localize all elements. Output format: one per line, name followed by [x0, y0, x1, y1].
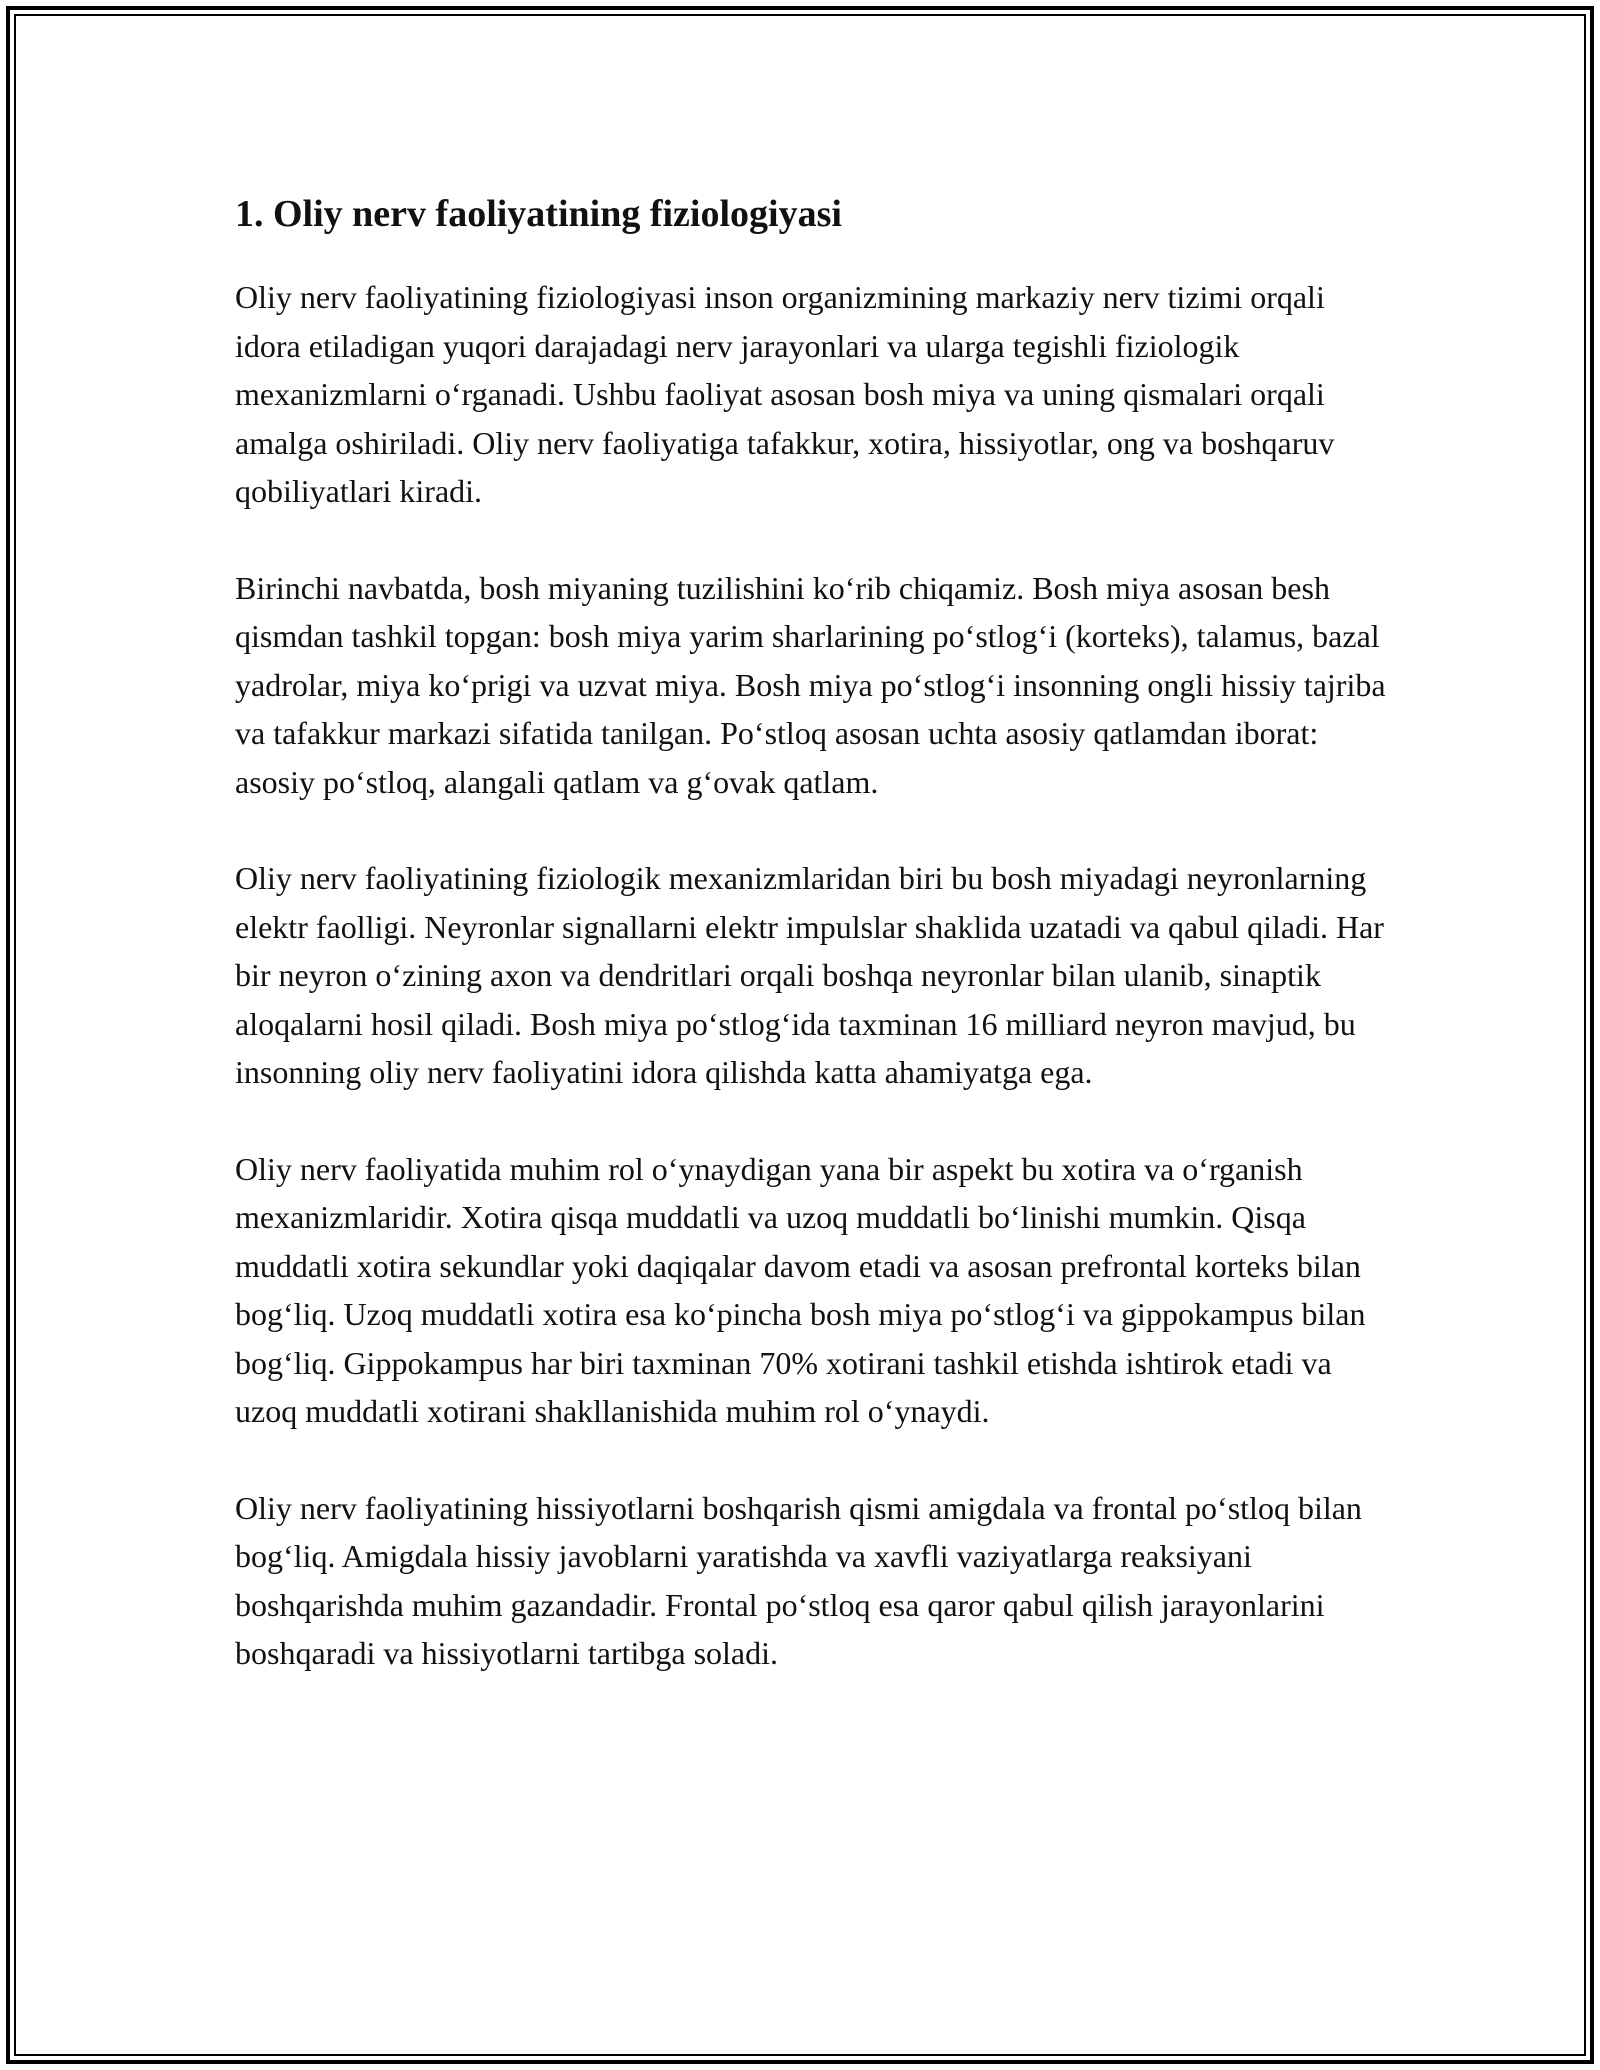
paragraph-neuron-activity: Oliy nerv faoliyatining fiziologik mexanizmlaridan biri bu bosh miyadagi neyronlarning elektr faolligi. Neyronlar signallarni elektr impulslar shaklida uzatadi va qabul qiladi. Har bir neyron o‘zining axon va dendritlari orqali boshqa neyronlar bilan ulanib, sinaptik aloqalarni hosil qiladi. Bosh miya po‘stlog‘ida taxminan 16 milliard neyron mavjud, bu insonning oliy nerv faoliyatini idora qilishda katta ahamiyatga ega. [235, 860, 1384, 1090]
document-body [235, 185, 1395, 1726]
paragraph-brain-structure: Birinchi navbatda, bosh miyaning tuzilishini ko‘rib chiqamiz. Bosh miya asosan besh qismdan tashkil topgan: bosh miya yarim sharlarining po‘stlog‘i (korteks), talamus, bazal yadrolar, miya ko‘prigi va uzvat miya. Bosh miya po‘stlog‘i insonning ongli hissiy tajriba va tafakkur markazi sifatida tanilgan. Po‘stloq asosan uchta asosiy qatlamdan iborat: asosiy po‘stloq, alangali qatlam va g‘ovak qatlam. [235, 569, 1386, 800]
paragraph-intro: Oliy nerv faoliyatining fiziologiyasi inson organizmining markaziy nerv tizimi orqali idora etiladigan yuqori darajadagi nerv jarayonlari va ularga tegishli fiziologik mexanizmlarni o‘rganadi. Ushbu faoliyat asosan bosh miya va uning qismalari orqali amalga oshiriladi. Oliy nerv faoliyatiga tafakkur, xotira, hissiyotlar, ong va boshqaruv qobiliyatlari kiradi. [235, 279, 1335, 509]
paragraph-memory: Oliy nerv faoliyatida muhim rol o‘ynaydigan yana bir aspekt bu xotira va o‘rganish mexanizmlaridir. Xotira qisqa muddatli va uzoq muddatli bo‘linishi mumkin. Qisqa muddatli xotira sekundlar yoki daqiqalar davom etadi va asosan prefrontal korteks bilan bog‘liq. Uzoq muddatli xotira esa ko‘pincha bosh miya po‘stlog‘i va gippokampus bilan bog‘liq. Gippokampus har biri taxminan 70% xotirani tashkil etishda ishtirok etadi va uzoq muddatli xotirani shakllanishida muhim rol o‘ynaydi. [235, 1150, 1366, 1429]
section-heading: 1. Oliy nerv faoliyatining fiziologiyasi [235, 193, 842, 235]
paragraph-emotions: Oliy nerv faoliyatining hissiyotlarni boshqarish qismi amigdala va frontal po‘stloq bilan bog‘liq. Amigdala hissiy javoblarni yaratishda va xavfli vaziyatlarga reaksiyani boshqarishda muhim gazandadir. Frontal po‘stloq esa qaror qabul qilish jarayonlarini boshqaradi va hissiyotlarni tartibga soladi. [235, 1489, 1362, 1671]
